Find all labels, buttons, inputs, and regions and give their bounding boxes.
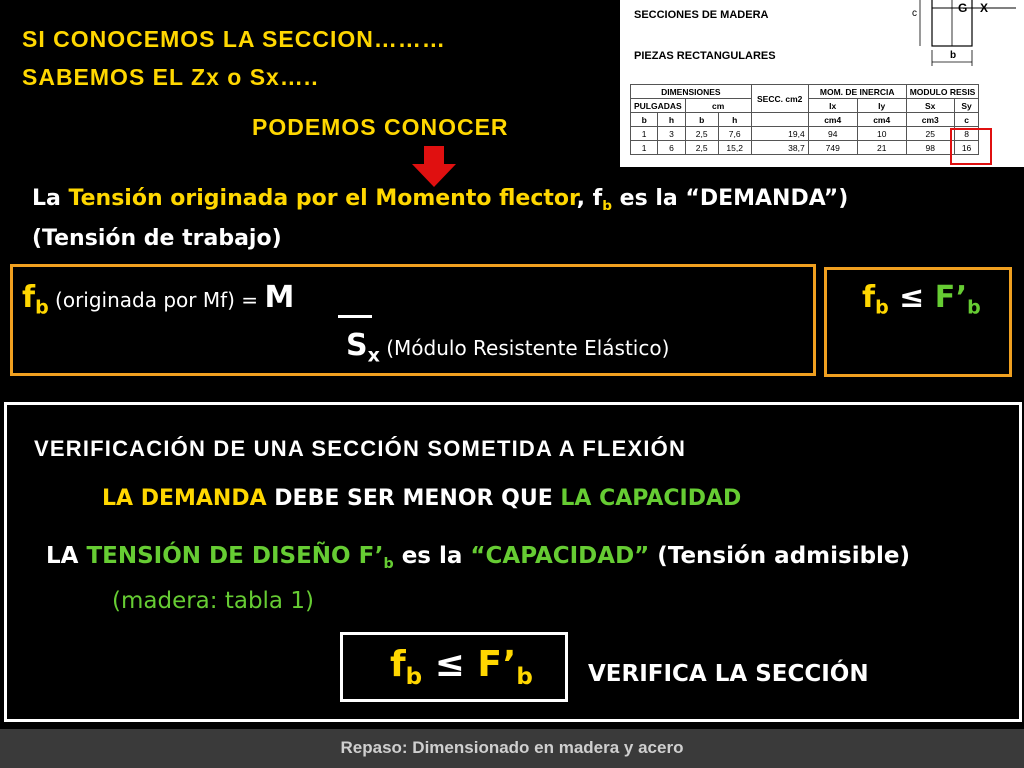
table-cell: 2,5 [685,141,718,155]
table-cell: 1 [631,127,658,141]
big-ineq-b: b [405,664,423,691]
demand-line2: (Tensión de trabajo) [32,226,282,251]
table-row [631,141,979,155]
inequality-big [390,644,533,691]
ineq-f: f [862,280,876,315]
demand-comma: , f [576,186,603,211]
verifica-seccion: VERIFICA LA SECCIÓN [588,661,869,687]
unit-ix: cm4 [808,113,857,127]
table-cell: 94 [808,127,857,141]
big-ineq-f: f [390,644,406,685]
table-cell: 749 [808,141,857,155]
table-cell: 19,4 [751,127,808,141]
table-cell: 6 [658,141,685,155]
table-cell: 1 [631,141,658,155]
demand-sub-b: b [602,197,612,214]
demand-tension: Tensión originada por el Momento flector [68,186,577,211]
tension-diseno: TENSIÓN DE DISEÑO F’ [86,543,384,569]
wood-sections-table [620,0,1024,167]
formula-line2 [346,328,670,367]
table-row [631,127,979,141]
letter-b: b [631,113,658,127]
letter-h: h [658,113,685,127]
ineq-F: F’ [934,280,968,315]
col-iy: Iy [857,99,906,113]
col-sy: Sy [954,99,979,113]
la-demanda: LA DEMANDA [102,486,267,511]
diagram-label-c: c [912,8,917,19]
table-cell: 21 [857,141,906,155]
la-capacidad: LA CAPACIDAD [560,486,742,511]
letter-h-cm: h [718,113,751,127]
design-stress-line [46,543,911,572]
table-cell: 98 [906,141,954,155]
formula-f: f [22,280,36,315]
debe-ser: DEBE SER MENOR QUE [266,486,561,511]
table-cell: 3 [658,127,685,141]
table-cell: 8 [954,127,979,141]
sx-highlight [950,128,992,165]
down-arrow-icon [410,146,458,188]
es-la-label: es la [393,543,471,569]
heading-line1: SI CONOCEMOS LA SECCION……… [22,26,446,52]
formula-m: M [264,280,295,315]
table-cell: 7,6 [718,127,751,141]
unit-sx: cm3 [906,113,954,127]
table-cell: 25 [906,127,954,141]
table-cell: 38,7 [751,141,808,155]
tension-diseno-sub: b [383,555,394,572]
big-ineq-b2: b [516,664,533,691]
formula-b: b [35,296,49,319]
col-secc: SECC. cm2 [751,85,808,113]
table-cell: 2,5 [685,127,718,141]
podemos-conocer: PODEMOS CONOCER [252,114,509,140]
blank-cell [751,113,808,127]
la-label: LA [46,543,87,569]
col-group-dimensions: DIMENSIONES [631,85,752,99]
ineq-b2: b [967,296,981,319]
table-title: SECCIONES DE MADERA [634,9,769,21]
col-ix: Ix [808,99,857,113]
sections-table [630,84,979,155]
formula-line1 [22,280,295,319]
unit-sy: c [954,113,979,127]
col-pulgadas: PULGADAS [631,99,686,113]
col-group-inercia: MOM. DE INERCIA [808,85,906,99]
col-sx: Sx [906,99,954,113]
demand-vs-capacity [102,486,741,511]
inequality-small [862,280,981,319]
demand-es-la: es la [612,186,686,211]
verification-title: VERIFICACIÓN DE UNA SECCIÓN SOMETIDA A FLEXIÓN [34,436,687,461]
diagram-label-x: X [980,1,989,15]
heading-line2: SABEMOS EL Zx o Sx….. [22,64,319,90]
formula-x: x [367,344,380,367]
table-cell: 15,2 [718,141,751,155]
demand-demanda: “DEMANDA”) [685,186,849,211]
madera-tabla: (madera: tabla 1) [112,588,314,614]
col-cm: cm [685,99,751,113]
demand-la: La [32,186,69,211]
diagram-label-b: b [950,50,957,61]
tension-admisible: (Tensión admisible) [649,543,911,569]
formula-originada: (originada por Mf) = [48,288,265,312]
formula-fraction-bar [338,315,372,318]
table-cell: 10 [857,127,906,141]
big-ineq-F: F’ [477,644,517,685]
footer-text: Repaso: Dimensionado en madera y acero [340,738,684,757]
diagram-label-g: G [958,1,968,15]
table-cell: 16 [954,141,979,155]
unit-iy: cm4 [857,113,906,127]
letter-b-cm: b [685,113,718,127]
capacidad-label: “CAPACIDAD” [470,543,650,569]
demand-statement [32,186,848,212]
formula-modulo: (Módulo Resistente Elástico) [379,336,670,360]
formula-s: S [346,328,368,363]
table-subtitle: PIEZAS RECTANGULARES [634,50,776,62]
ineq-b: b [875,296,889,319]
col-group-modulo: MODULO RESIS [906,85,979,99]
ineq-le: ≤ [888,280,935,315]
big-ineq-le: ≤ [422,644,478,685]
